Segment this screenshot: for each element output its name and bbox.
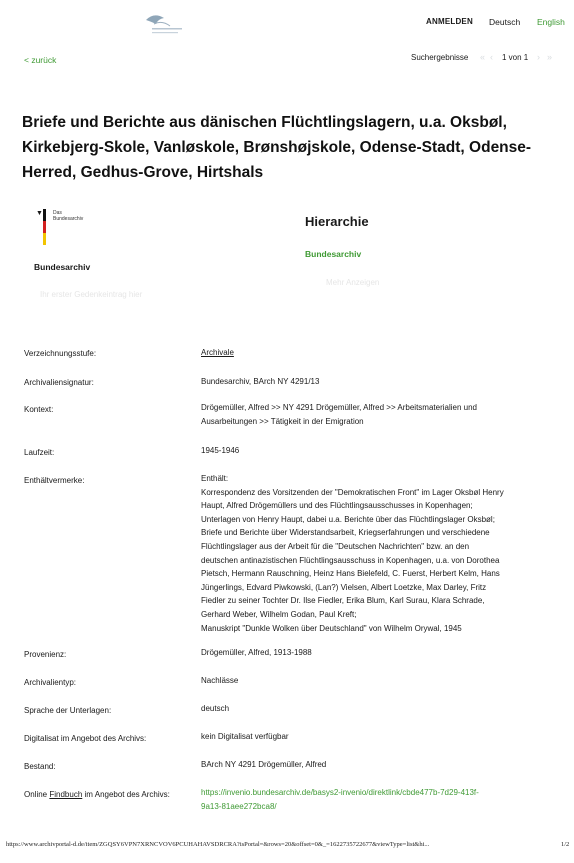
language-german-link[interactable]: Deutsch [489,17,521,27]
findbuch-link[interactable]: Findbuch [49,790,83,799]
institution-faded-link[interactable]: Ihr erster Gedenkeintrag hier [40,290,143,299]
hierarchy-show-more-link[interactable]: Mehr Anzeigen [326,278,380,287]
language-label: Sprache der Unterlagen: [24,706,112,715]
contains-line: Unterlagen von Henry Haupt, dabei u.a. Berichte über das Flüchtlingslager Oksbøl; [201,514,495,524]
contains-line: deutschen antinazistischen Flüchtlingsausschuss in Kopenhagen, u.a. von Dorothea [201,555,500,565]
footer-page-number: 1/2 [561,841,570,848]
contains-line: Haupt, Alfred Drögemüllers und des Flüchtlingsausschusses in Kopenhagen; [201,501,473,511]
holding-value: BArch NY 4291 Drögemüller, Alfred [201,760,327,769]
institution-name: Bundesarchiv [34,262,91,272]
contains-line: Briefe und Berichte über Widerstandsarbeit, Kriegserfahrungen und verschiedene [201,528,490,538]
search-results-label[interactable]: Suchergebnisse [411,53,469,62]
back-link[interactable]: < zurück [24,55,57,65]
institution-logo-text: Das Bundesarchiv [53,210,84,222]
contains-line: Fiedler zu seiner Tochter Dr. Ilse Fiedler, Erika Blum, Karl Surau, Klara Schrade, [201,596,485,606]
type-label: Archivalientyp: [24,678,77,687]
contains-line: Korrespondenz des Vorsitzenden der "Demokratischen Front" im Lager Oksbøl Henry [201,487,504,497]
pager-last-icon[interactable]: » [547,52,553,62]
eagle-icon: ▼ [36,210,43,217]
context-label: Kontext: [24,405,54,414]
hierarchy-link-bundesarchiv[interactable]: Bundesarchiv [305,249,362,259]
runtime-label: Laufzeit: [24,448,55,457]
footer-url: https://www.archivportal-d.de/item/ZGQSY6VPN7XRNCVOV6PCUHAHAVSDRCRA?isPortal=&rows=20&offset=0&_=1622735722677&viewType=list&hi... [6,841,430,848]
context-value: Drögemüller, Alfred >> NY 4291 Drögemüller, Alfred >> Arbeitsmaterialien und Ausarbeitungen >> Tätigkeit in der Emigration [201,403,478,426]
contains-label: Enthältvermerke: [24,476,85,485]
online-findbuch-link[interactable]: https://invenio.bundesarchiv.de/basys2-invenio/direktlink/cbde477b-7d29-413f- 9a13-81aee272bca8/ [201,788,479,811]
pager-count: 1 von 1 [502,53,529,62]
signature-value: Bundesarchiv, BArch NY 4291/13 [201,377,320,386]
runtime-value: 1945-1946 [201,446,240,455]
language-english-link[interactable]: English [537,17,565,27]
page-title: Briefe und Berichte aus dänischen Flüchtlingslagern, u.a. Oksbøl, Kirkebjerg-Skole, Vanløskole, Brønshøjskole, Odense-Stadt, Odense-Herred, Gedhus-Grove, Hirtshals [22,114,532,181]
contains-line: Manuskript "Dunkle Wolken über Deutschland" von Wilhelm Orywal, 1945 [201,623,462,633]
hierarchy-title: Hierarchie [305,214,369,229]
contains-value [201,472,546,635]
provenance-label: Provenienz: [24,650,67,659]
pager-next-icon[interactable]: › [537,52,540,62]
pager-first-icon[interactable]: « [480,52,486,62]
level-value-link[interactable]: Archivale [201,348,234,357]
contains-line: Pietsch, Hermann Rauschning, Heinz Hans Bielefeld, C. Fuerst, Herbert Kelm, Hans [201,569,500,579]
contains-line: Flüchtlingslager aus der Arbeit für die "Deutschen Nachrichten" bzw. an den [201,541,470,551]
online-findbuch-label: Online Findbuch im Angebot des Archivs: [24,790,170,799]
language-value: deutsch [201,704,230,713]
contains-line: Enthält: [201,474,229,483]
level-label: Verzeichnungsstufe: [24,349,97,358]
digital-label: Digitalisat im Angebot des Archivs: [24,734,147,743]
signature-label: Archivaliensignatur: [24,378,94,387]
contains-line: Gerhard Weber, Wilhelm Godan, Paul Kreft; [201,609,357,619]
bird-logo-icon[interactable] [140,10,196,38]
contains-line: Jüngerlings, Edvard Piwkowski, (Lan?) Vielsen, Albert Loetzke, Max Darley, Fritz [201,582,487,592]
pager-prev-icon[interactable]: ‹ [490,52,493,62]
holding-label: Bestand: [24,762,56,771]
login-link[interactable]: ANMELDEN [426,17,473,26]
digital-value: kein Digitalisat verfügbar [201,732,289,741]
type-value: Nachlässe [201,676,239,685]
provenance-value: Drögemüller, Alfred, 1913-1988 [201,648,312,657]
